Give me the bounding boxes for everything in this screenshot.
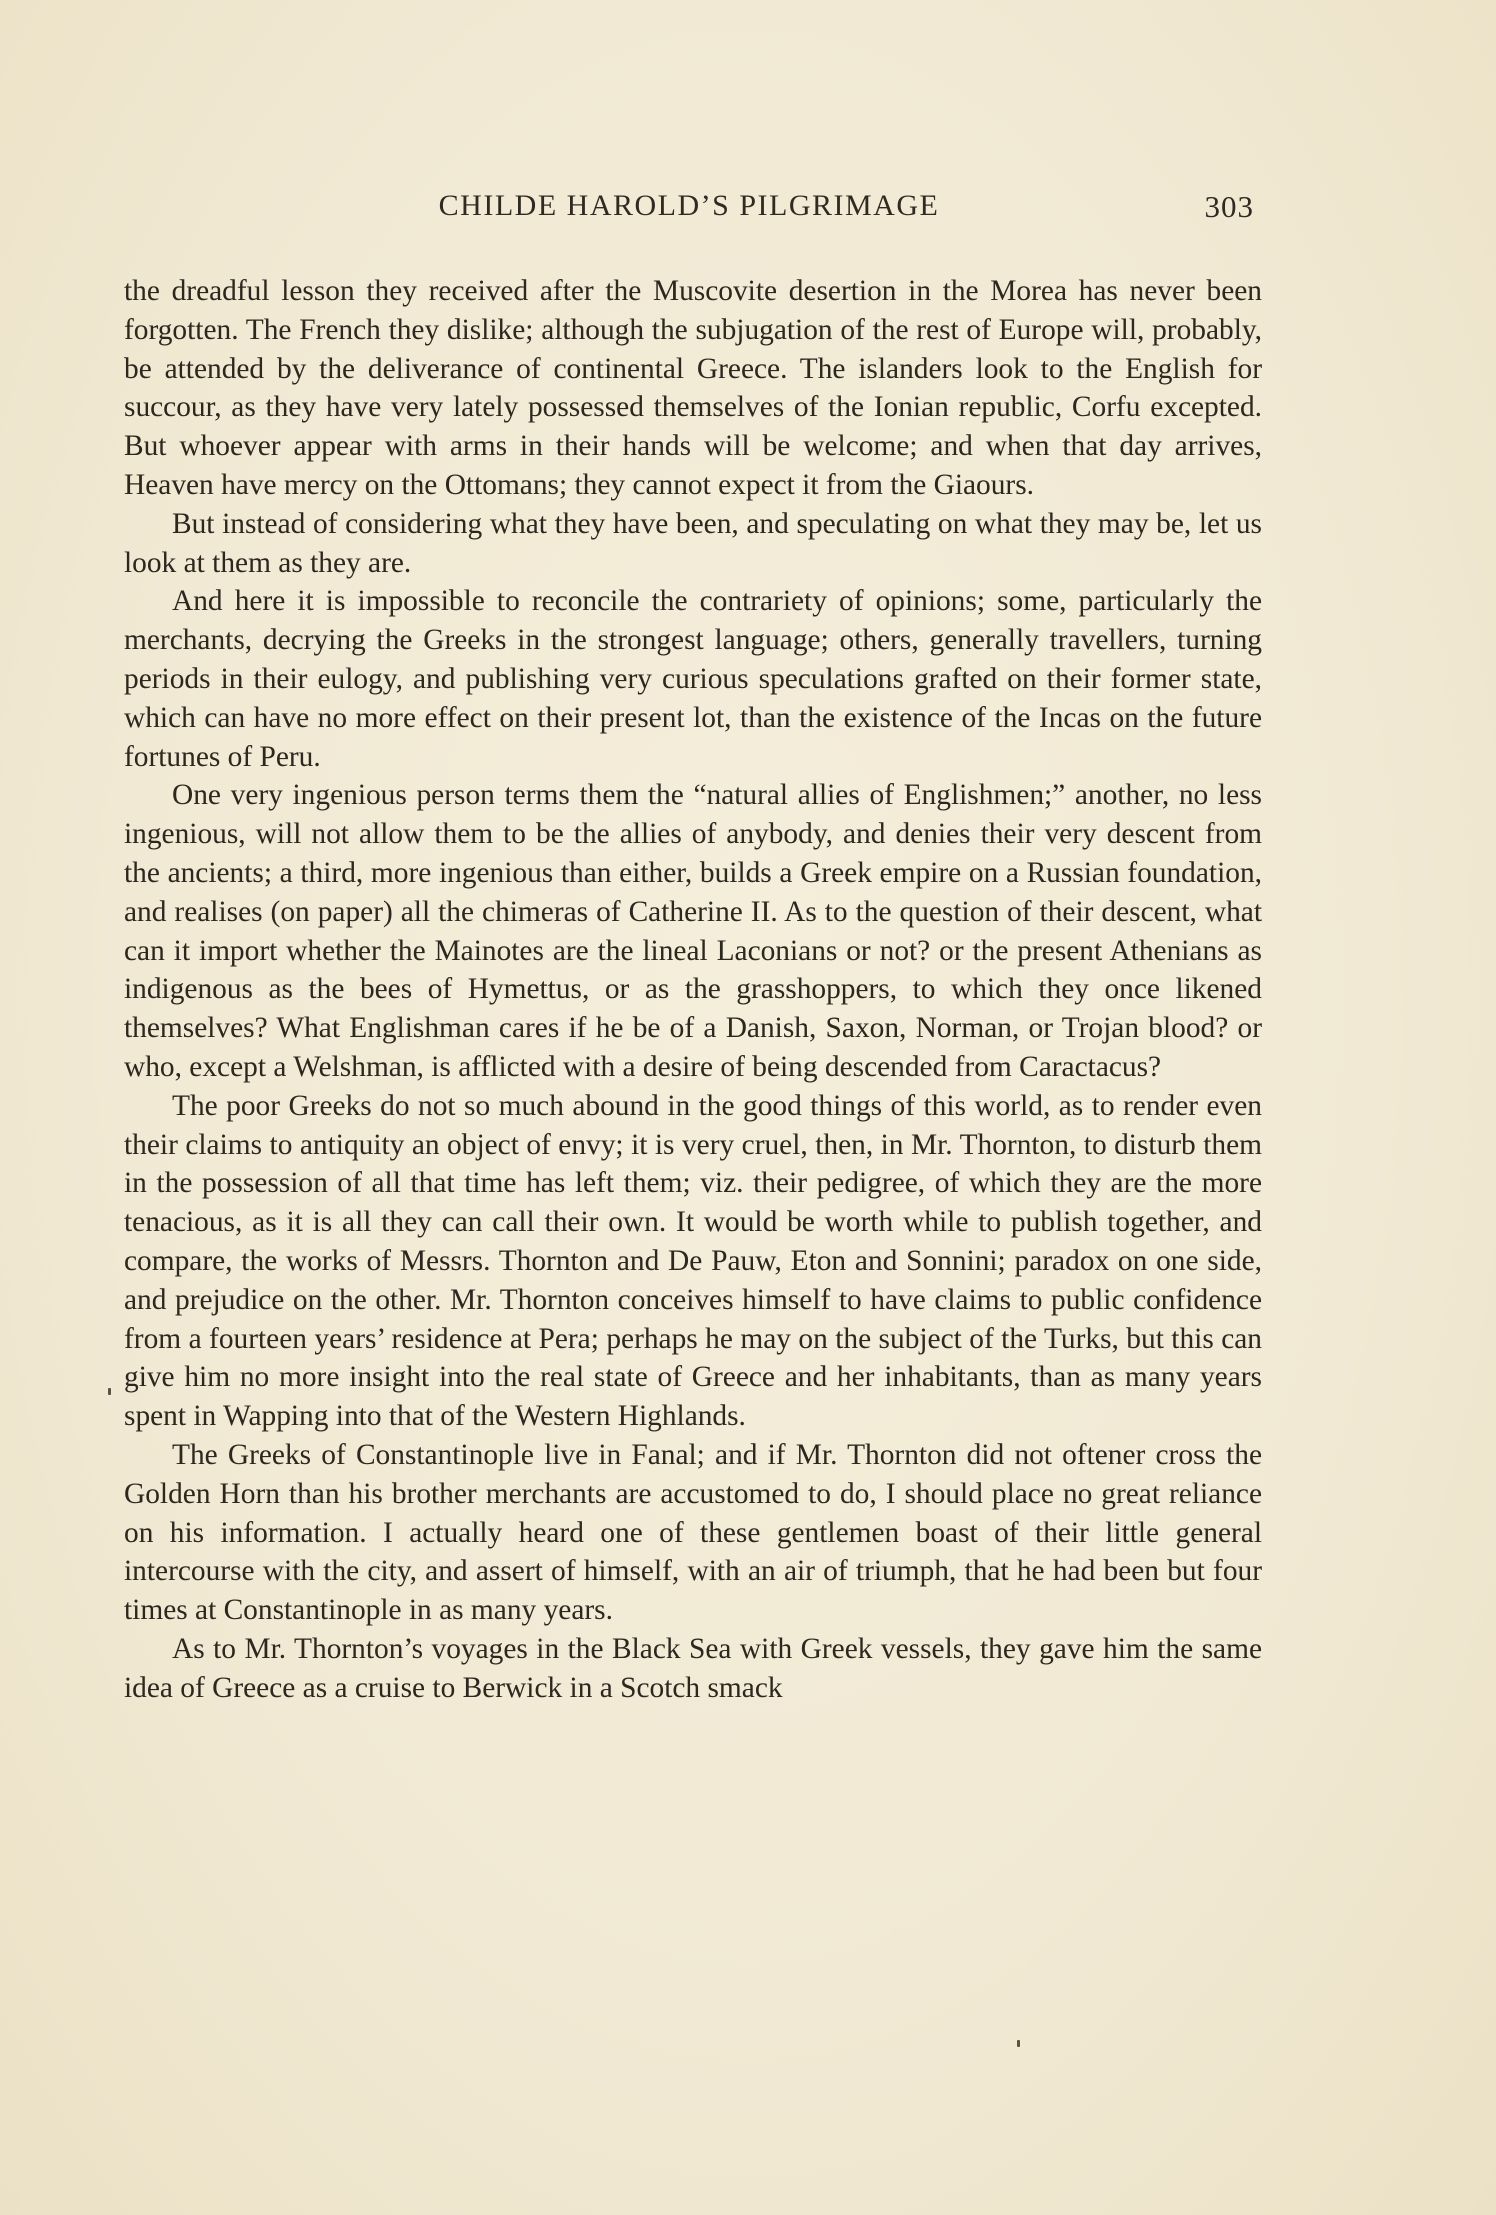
page-header — [124, 183, 1254, 233]
running-title: CHILDE HAROLD’S PILGRIMAGE — [438, 189, 940, 222]
paragraph: One very ingenious person terms them the “natural allies of Englishmen;” another, no less ingenious, will not allow them to be the allies of anybody, and denies their very descent from the ancients; a third, more ingenious than either, builds a Greek empire on a Russian foundation, and realises (on paper) all the chimeras of Catherine II. As to the question of their descent, what can it import whether the Mainotes are the lineal Laconians or not? or the present Athenians as indigenous as the bees of Hymettus, or as the grasshoppers, to which they once likened themselves? What Englishman cares if he be of a Danish, Saxon, Norman, or Trojan blood? or who, except a Welshman, is afflicted with a desire of being descended from Caractacus? — [124, 779, 1262, 1083]
paragraph: But instead of considering what they have been, and speculating on what they may be, let us look at them as they are. — [124, 507, 1262, 579]
paragraph: As to Mr. Thornton’s voyages in the Black Sea with Greek vessels, they gave him the same idea of Greece as a cruise to Berwick in a Scotch smack — [124, 1632, 1262, 1704]
page-number: 303 — [1204, 189, 1254, 224]
page-speck — [1017, 2040, 1020, 2047]
paragraph: The poor Greeks do not so much abound in the good things of this world, as to render even their claims to antiquity an object of envy; it is very cruel, then, in Mr. Thornton, to disturb them in the possession of all that time has left them; viz. their pedigree, of which they are the more tenacious, as it is all they can call their own. It would be worth while to publish together, and compare, the works of Messrs. Thornton and De Pauw, Eton and Sonnini; paradox on one side, and prejudice on the other. Mr. Thornton conceives himself to have claims to public confidence from a fourteen years’ residence at Pera; perhaps he may on the subject of the Turks, but this can give him no more insight into the real state of Greece and her inhabitants, than as many years spent in Wapping into that of the Western Highlands. — [124, 1089, 1262, 1433]
body-text — [124, 272, 1262, 1707]
paragraph: And here it is impossible to reconcile the contrariety of opinions; some, particularly the merchants, decrying the Greeks in the strongest language; others, generally travellers, turning periods in their eulogy, and publishing very curious speculations grafted on their former state, which can have no more effect on their present lot, than the existence of the Incas on the future fortunes of Peru. — [124, 585, 1262, 773]
paragraph: the dreadful lesson they received after the Muscovite desertion in the Morea has never been forgotten. The French they dislike; although the subjugation of the rest of Europe will, probably, be attended by the deliverance of continental Greece. The islanders look to the English for succour, as they have very lately possessed themselves of the Ionian republic, Corfu excepted. But whoever appear with arms in their hands will be welcome; and when that day arrives, Heaven have mercy on the Ottomans; they cannot expect it from the Giaours. — [124, 275, 1262, 501]
margin-speck — [108, 1388, 111, 1395]
paragraph: The Greeks of Constantinople live in Fanal; and if Mr. Thornton did not oftener cross the Golden Horn than his brother merchants are accustomed to do, I should place no great reliance on his information. I actually heard one of these gentlemen boast of their little general intercourse with the city, and assert of himself, with an air of triumph, that he had been but four times at Constantinople in as many years. — [124, 1438, 1262, 1627]
